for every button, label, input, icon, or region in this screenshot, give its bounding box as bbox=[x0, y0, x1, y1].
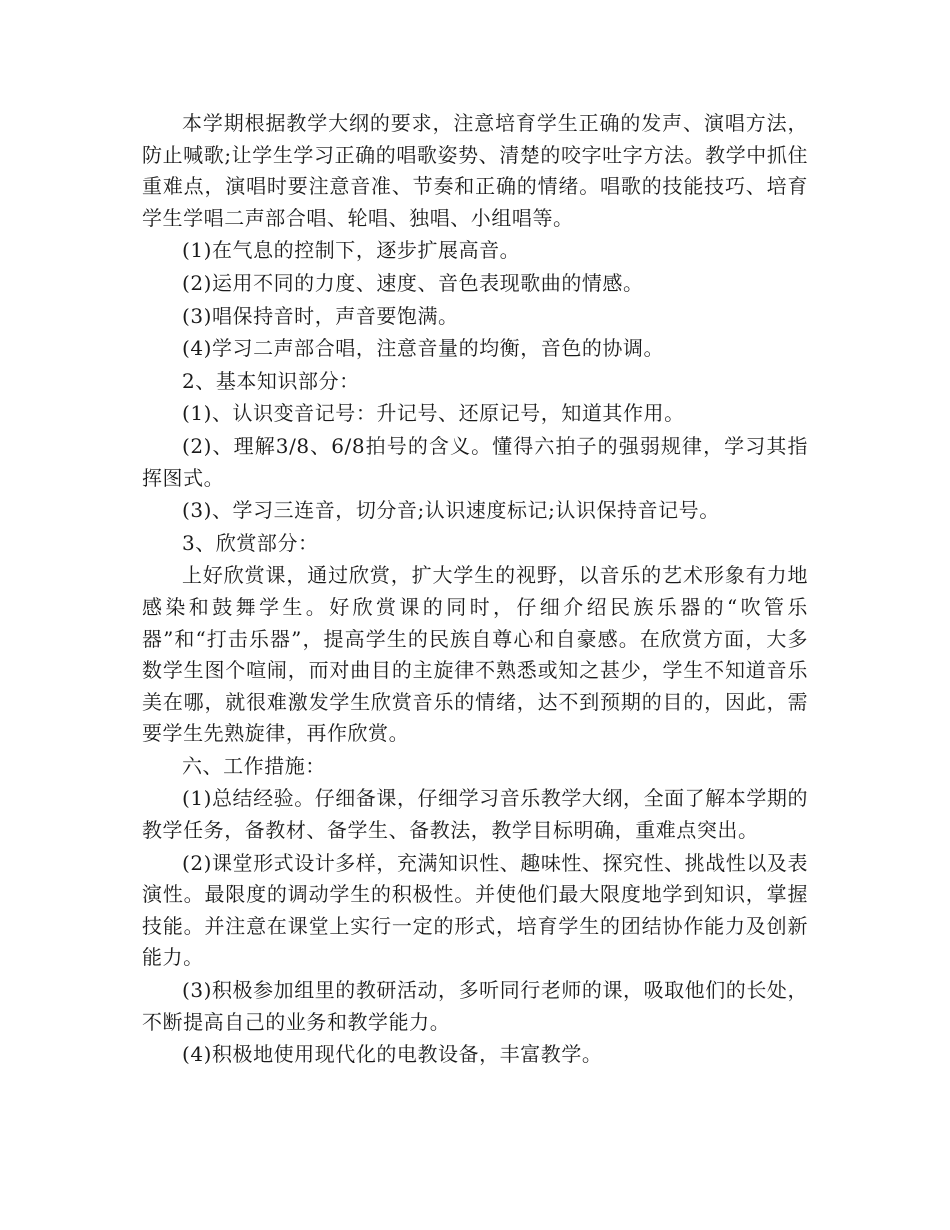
paragraph-item-two-part-chorus: (4)学习二声部合唱，注意音量的均衡，音色的协调。 bbox=[182, 336, 665, 361]
document-page bbox=[142, 108, 808, 1071]
paragraph-measure-classroom: (2)课堂形式设计多样，充满知识性、趣味性、探究性、挑战性以及表演性。最限度的调动学生的积极性。并使他们最大限度地学到知识，掌握技能。并注意在课堂上实行一定的形式，培育学生的团结协作能力及创新能力。 bbox=[142, 850, 808, 970]
section-heading-appreciation: 3、欣赏部分： bbox=[182, 530, 319, 555]
paragraph-measure-experience: (1)总结经验。仔细备课，仔细学习音乐教学大纲，全面了解本学期的教学任务，备教材、备学生、备教法，教学目标明确，重难点突出。 bbox=[142, 786, 808, 843]
paragraph-singing-goals: 本学期根据教学大纲的要求，注意培育学生正确的发声、演唱方法，防止喊歌;让学生学习正确的唱歌姿势、清楚的咬字吐字方法。教学中抓住重难点，演唱时要注意音准、节奏和正确的情绪。唱歌的技能技巧、培育学生学唱二声部合唱、轮唱、独唱、小组唱等。 bbox=[142, 111, 808, 230]
paragraph-appreciation: 上好欣赏课，通过欣赏，扩大学生的视野，以音乐的艺术形象有力地感染和鼓舞学生。好欣赏课的同时，仔细介绍民族乐器的“吹管乐器”和“打击乐器”，提高学生的民族自尊心和自豪感。在欣赏方面，大多数学生图个喧闹，而对曲目的主旋律不熟悉或知之甚少，学生不知道音乐美在哪，就很难激发学生欣赏音乐的情绪，达不到预期的目的，因此，需要学生先熟旋律，再作欣赏。 bbox=[142, 563, 808, 746]
paragraph-item-sustained-notes: (3)唱保持音时，声音要饱满。 bbox=[182, 303, 459, 328]
paragraph-measure-equipment: (4)积极地使用现代化的电教设备，丰富教学。 bbox=[182, 1042, 603, 1067]
paragraph-item-dynamics: (2)运用不同的力度、速度、音色表现歌曲的情感。 bbox=[182, 270, 644, 295]
paragraph-item-breath-control: (1)在气息的控制下，逐步扩展高音。 bbox=[182, 238, 521, 263]
section-heading-basic-knowledge: 2、基本知识部分： bbox=[182, 368, 360, 393]
paragraph-item-triplets: (3)、学习三连音，切分音;认识速度标记;认识保持音记号。 bbox=[182, 498, 720, 523]
paragraph-measure-research: (3)积极参加组里的教研活动，多听同行老师的课，吸取他们的长处，不断提高自己的业务和教学能力。 bbox=[142, 978, 808, 1034]
paragraph-item-accidentals: (1)、认识变音记号：升记号、还原记号，知道其作用。 bbox=[182, 401, 685, 426]
paragraph-item-time-signatures: (2)、理解3/8、6/8拍号的含义。懂得六拍子的强弱规律，学习其指挥图式。 bbox=[142, 433, 808, 490]
section-heading-work-measures: 六、工作措施： bbox=[182, 753, 326, 778]
